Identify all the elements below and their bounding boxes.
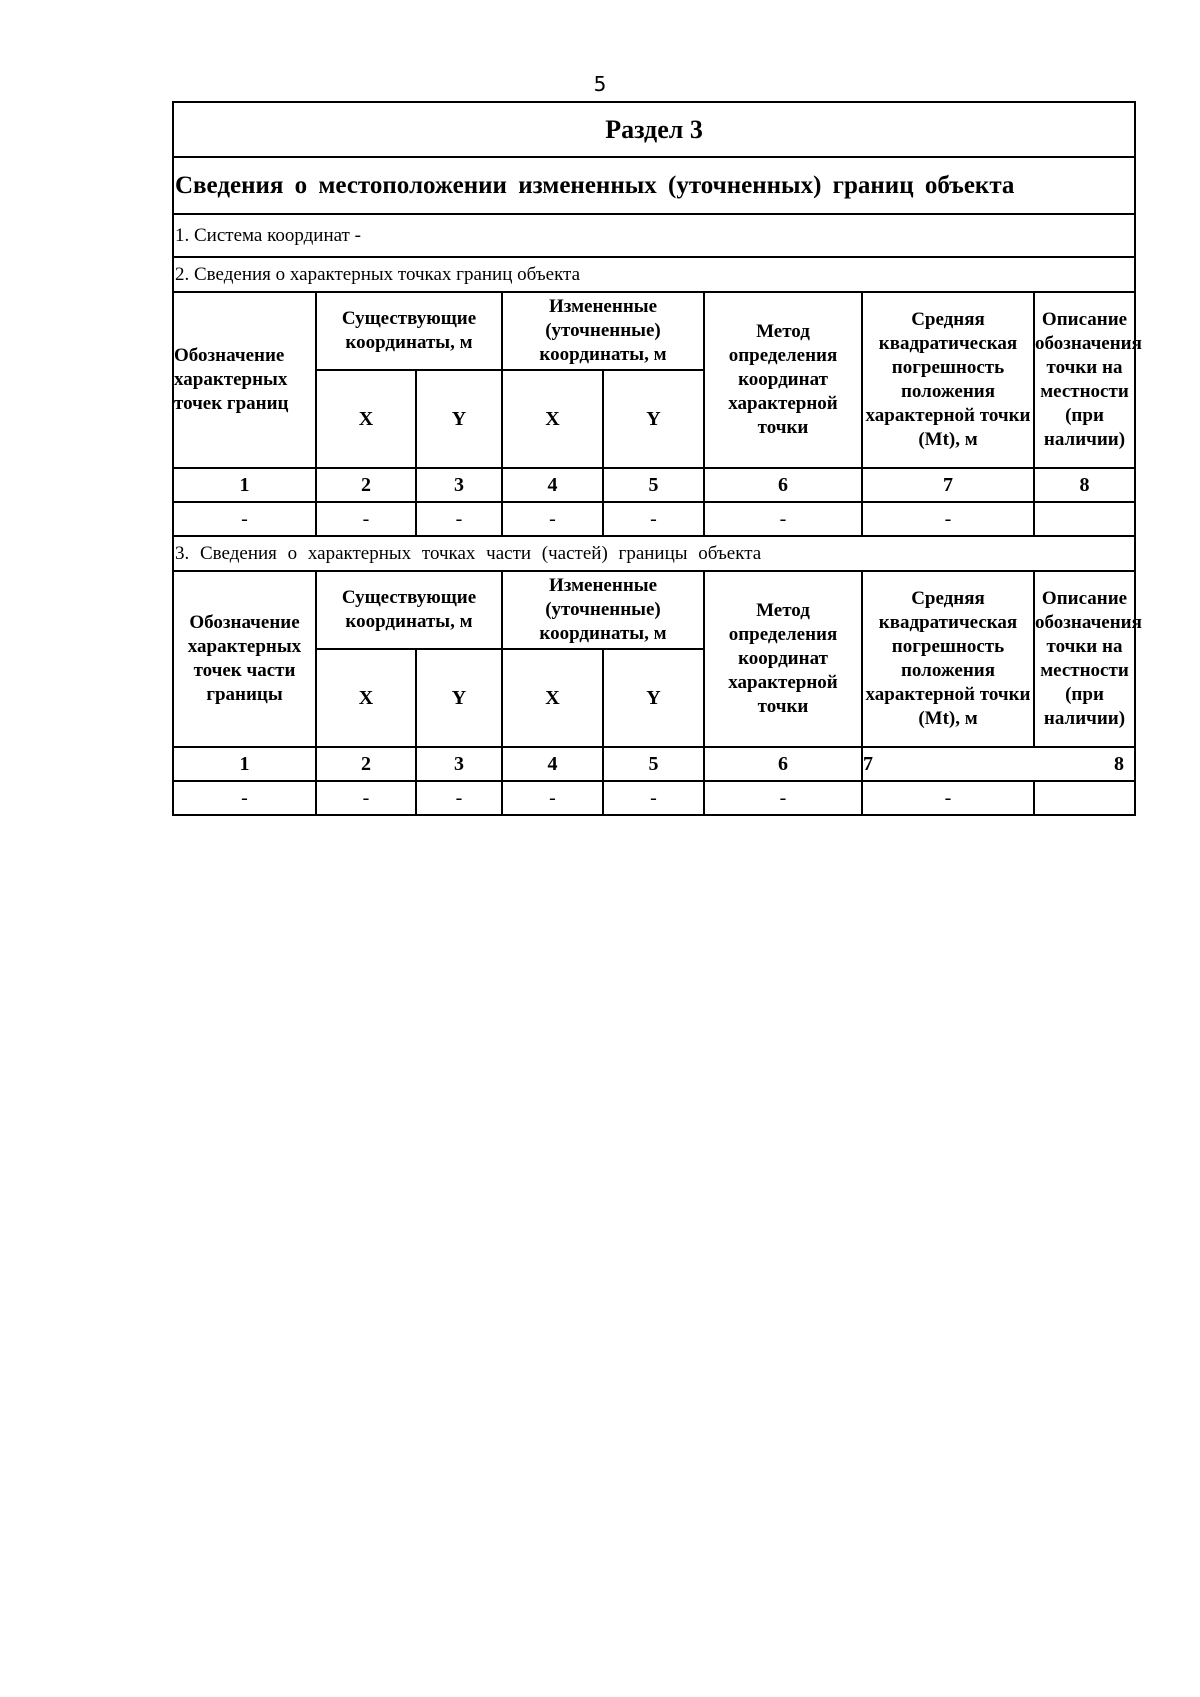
t1-cell: -: [603, 502, 704, 536]
section-subtitle: Сведения о местоположении измененных (уточненных) границ объекта: [173, 157, 1135, 214]
t1-col-number: 8: [1034, 468, 1135, 502]
t1-col-number: 7: [862, 468, 1034, 502]
t2-cell: -: [416, 781, 502, 815]
t2-cell: -: [603, 781, 704, 815]
t1-col-number: 6: [704, 468, 862, 502]
t2-cell: -: [502, 781, 603, 815]
t1-cell: -: [173, 502, 316, 536]
t1-header-existing: Существующие координаты, м: [316, 292, 502, 370]
part-boundary-points-heading: 3. Сведения о характерных точках части (частей) границы объекта: [173, 536, 1135, 571]
t2-col-number: 8: [1114, 752, 1125, 775]
t2-col-number: 6: [704, 747, 862, 781]
t2-col-number: 3: [416, 747, 502, 781]
t2-col-number-merged: [862, 747, 1135, 781]
t1-header-changed: Измененные (уточненные) координаты, м: [502, 292, 704, 370]
t2-cell: -: [173, 781, 316, 815]
t1-cell: [1034, 502, 1135, 536]
t2-header-y-existing: Y: [416, 649, 502, 747]
t2-cell: -: [862, 781, 1034, 815]
t2-header-description: Описание обозначения точки на местности (при наличии): [1034, 571, 1135, 747]
t1-header-y-existing: Y: [416, 370, 502, 468]
t2-header-existing: Существующие координаты, м: [316, 571, 502, 649]
t2-header-method: Метод определения координат характерной точки: [704, 571, 862, 747]
t1-cell: -: [704, 502, 862, 536]
t1-header-designation: Обозначение характерных точек границ: [173, 292, 316, 468]
t1-cell: -: [316, 502, 416, 536]
t1-header-y-changed: Y: [603, 370, 704, 468]
t2-col-number: 5: [603, 747, 704, 781]
t2-number-row: [173, 747, 1135, 781]
t2-header-x-changed: X: [502, 649, 603, 747]
t2-cell: -: [316, 781, 416, 815]
t2-col-number: 4: [502, 747, 603, 781]
t2-cell: [1034, 781, 1135, 815]
t2-col-number: 1: [173, 747, 316, 781]
t1-col-number: 4: [502, 468, 603, 502]
boundary-points-heading: 2. Сведения о характерных точках границ объекта: [173, 257, 1135, 292]
t2-header-error: Средняя квадратическая погрешность положения характерной точки (Mt), м: [862, 571, 1034, 747]
t1-col-number: 5: [603, 468, 704, 502]
t2-col-number: 2: [316, 747, 416, 781]
section-3-table: [172, 101, 1142, 816]
t1-col-number: 3: [416, 468, 502, 502]
t1-col-number: 2: [316, 468, 416, 502]
t2-header-changed: Измененные (уточненные) координаты, м: [502, 571, 704, 649]
page-number: 5: [593, 72, 607, 96]
t1-cell: -: [416, 502, 502, 536]
t1-col-number: 1: [173, 468, 316, 502]
section-title: Раздел 3: [173, 102, 1135, 157]
t2-header-x-existing: X: [316, 649, 416, 747]
t1-cell: -: [862, 502, 1034, 536]
t2-data-row: [173, 781, 1135, 815]
t1-header-x-changed: X: [502, 370, 603, 468]
t2-header-y-changed: Y: [603, 649, 704, 747]
t1-header-description: Описание обозначения точки на местности (при наличии): [1034, 292, 1135, 468]
t1-header-x-existing: X: [316, 370, 416, 468]
t2-cell: -: [704, 781, 862, 815]
t1-header-error: Средняя квадратическая погрешность положения характерной точки (Mt), м: [862, 292, 1034, 468]
t1-number-row: [173, 468, 1135, 502]
coordinate-system-line: 1. Система координат -: [173, 214, 1135, 257]
t1-data-row: [173, 502, 1135, 536]
t1-cell: -: [502, 502, 603, 536]
t1-header-method: Метод определения координат характерной точки: [704, 292, 862, 468]
t2-header-designation: Обозначение характерных точек части границы: [173, 571, 316, 747]
t2-col-number: 7: [863, 752, 873, 775]
